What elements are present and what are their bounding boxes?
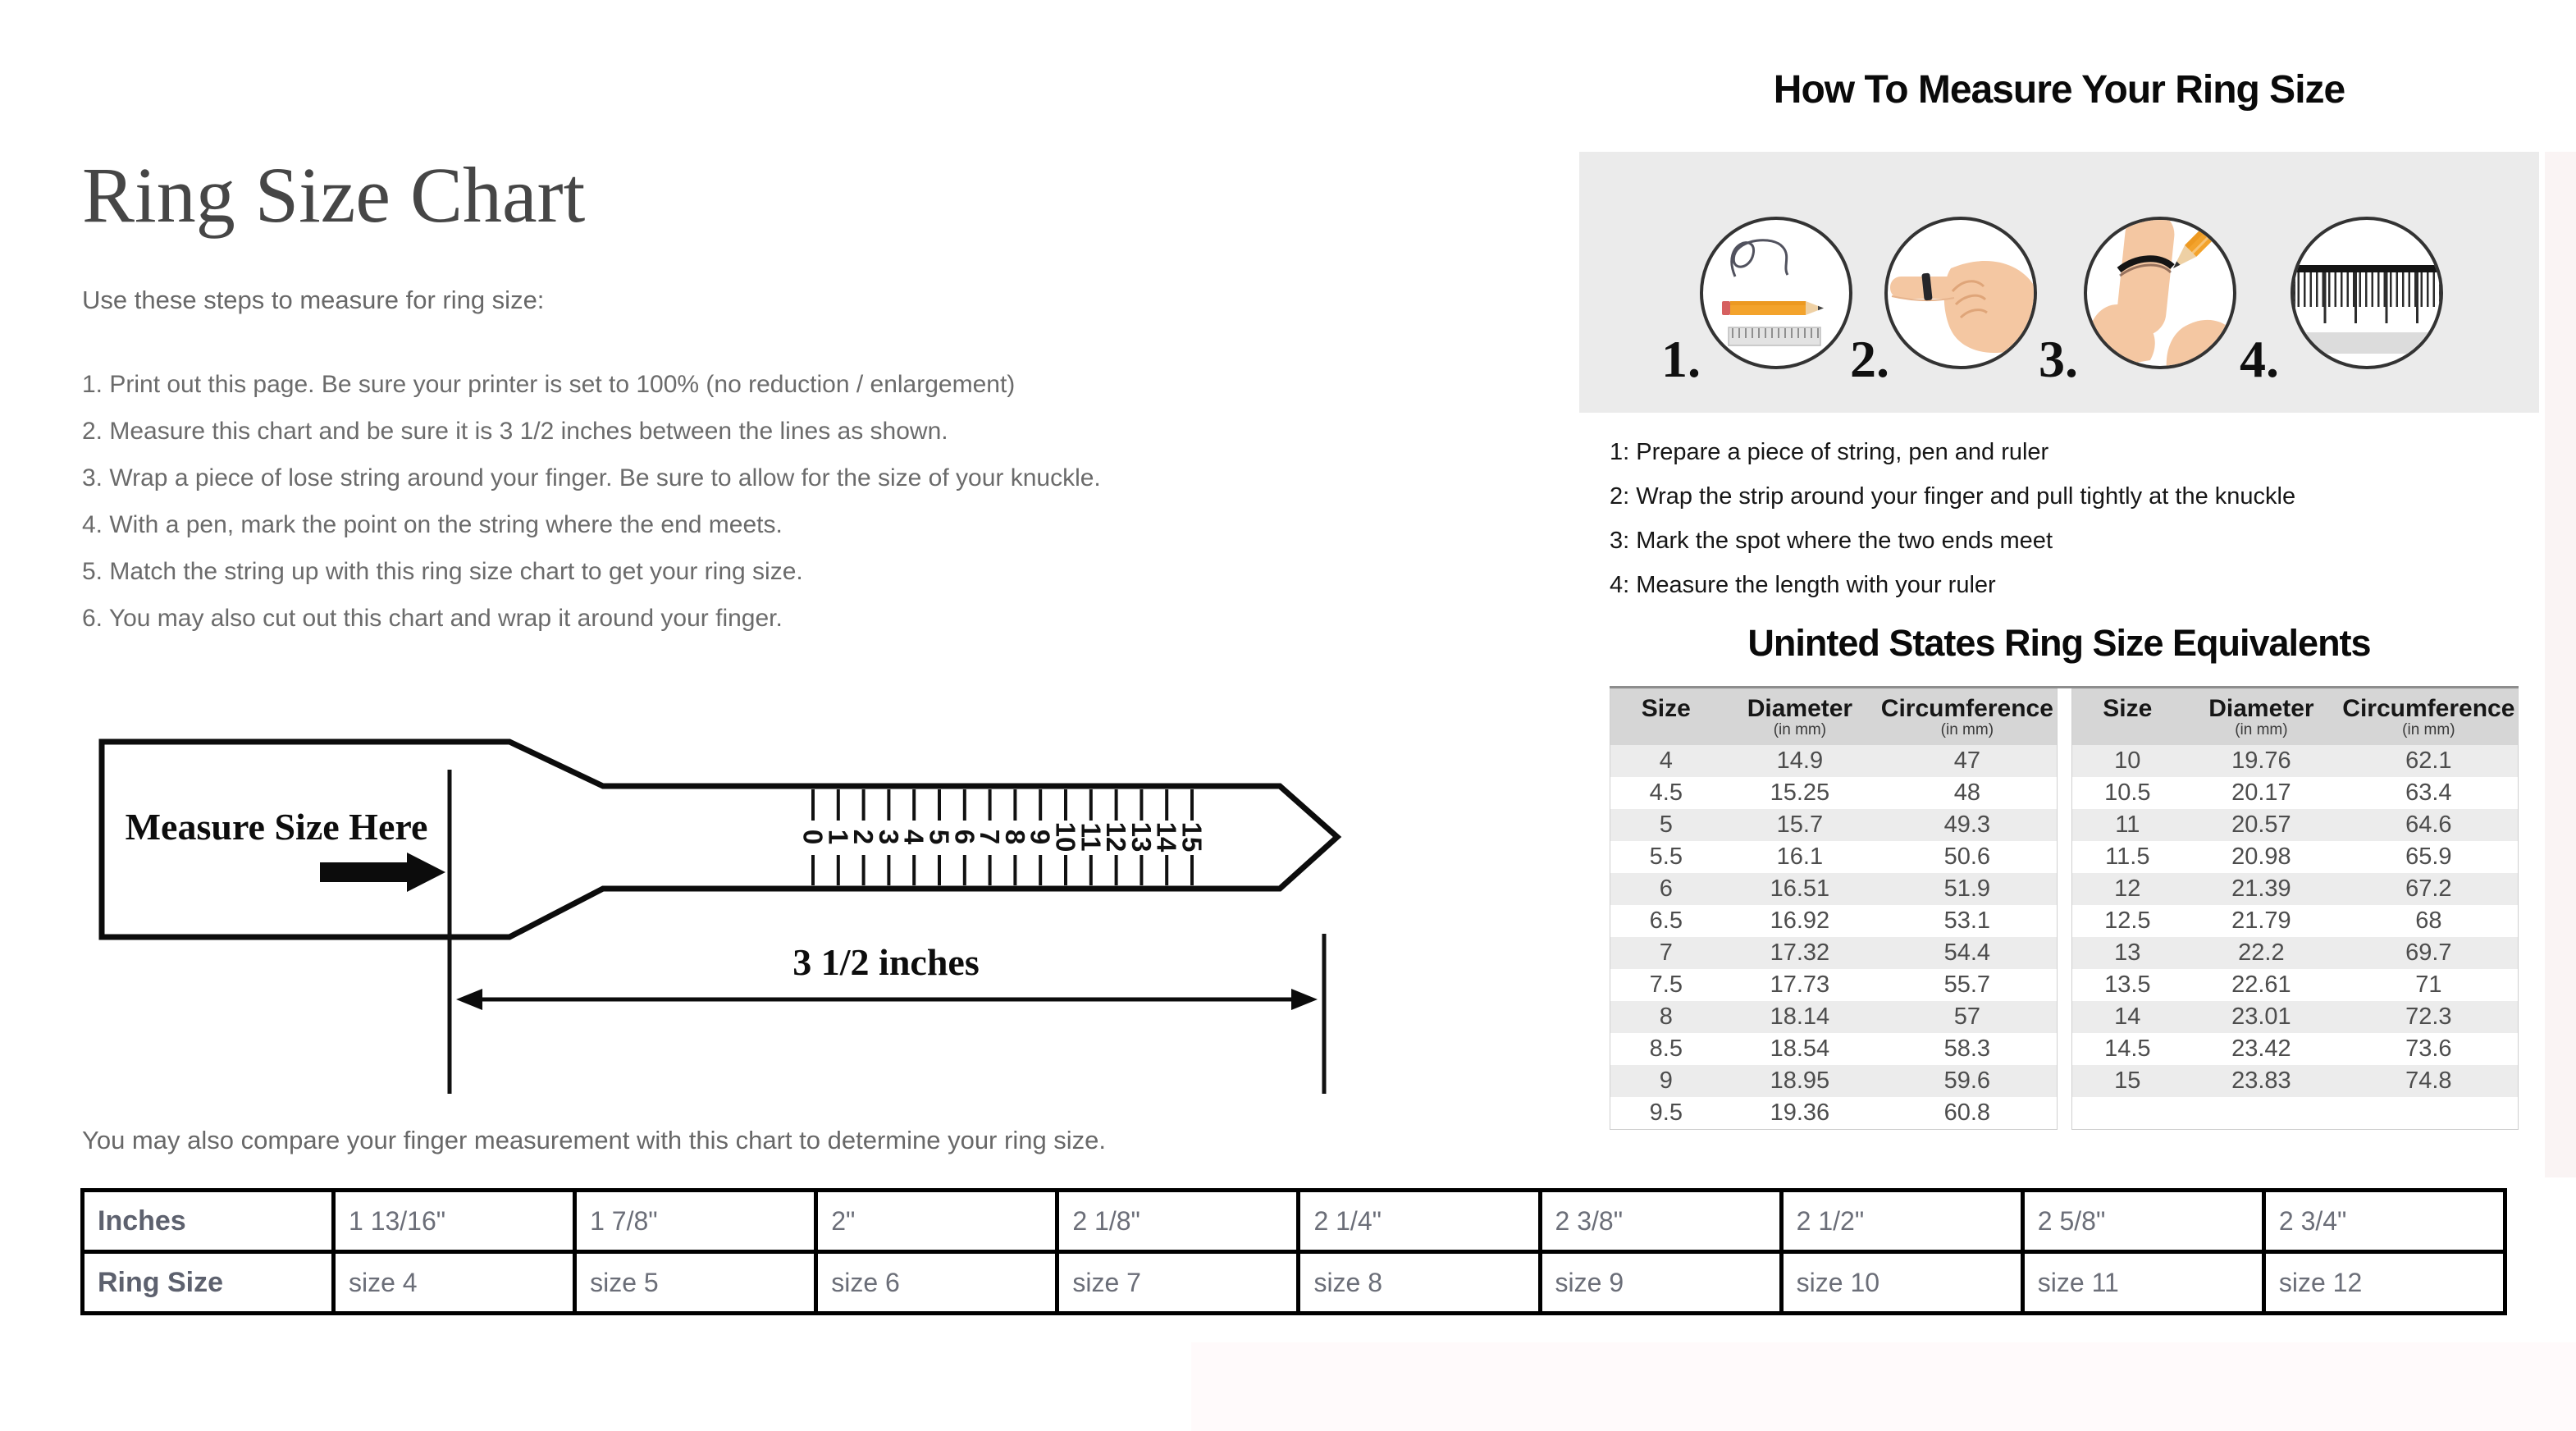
size-cell: 48 [1953, 779, 1980, 806]
size-cell: 18.95 [1770, 1067, 1830, 1094]
size-cell: 18.14 [1770, 1003, 1830, 1030]
conversion-cell: size 11 [2022, 1252, 2263, 1314]
size-cell: 7 [1659, 939, 1673, 966]
size-cell: 59.6 [1943, 1067, 1991, 1094]
size-row [1610, 1097, 2058, 1130]
conversion-cell: 2 1/4" [1299, 1191, 1540, 1252]
size-cell: 9 [1659, 1067, 1673, 1094]
size-cell: 23.42 [2231, 1035, 2291, 1062]
size-cell: 64.6 [2405, 811, 2452, 838]
size-row [1610, 777, 2058, 809]
size-cell: 23.01 [2231, 1003, 2291, 1030]
measure-ruler-icon [2289, 215, 2445, 371]
conversion-cell: size 5 [575, 1252, 816, 1314]
ruler-number: 1 [823, 829, 854, 845]
ruler-number: 9 [1025, 829, 1056, 845]
ruler-number: 5 [924, 829, 955, 845]
size-cell: 18.54 [1770, 1035, 1830, 1062]
inches-row-header: Inches [83, 1191, 334, 1252]
size-cell: 50.6 [1943, 843, 1991, 870]
size-cell: 14.5 [2104, 1035, 2151, 1062]
page-title: Ring Size Chart [82, 151, 586, 239]
size-row [2071, 809, 2519, 841]
conversion-cell: 2 3/8" [1540, 1191, 1781, 1252]
size-cell: 11 [2115, 811, 2140, 838]
size-cell: 17.32 [1770, 939, 1830, 966]
size-cell: 4.5 [1649, 779, 1683, 806]
conversion-cell: 2" [816, 1191, 1057, 1252]
conversion-cell: 1 13/16" [334, 1191, 575, 1252]
ring-size-row [83, 1252, 2505, 1314]
size-row [2071, 841, 2519, 873]
us-size-table-right [2071, 688, 2519, 1130]
step-number-4: 4. [2240, 330, 2279, 388]
string-on-finger-icon [1883, 215, 2039, 371]
step-number-3: 3. [2039, 330, 2078, 388]
conversion-cell: 2 1/2" [1781, 1191, 2022, 1252]
size-cell: 7.5 [1649, 971, 1683, 998]
conversion-cell: size 6 [816, 1252, 1057, 1314]
size-cell: 6 [1659, 875, 1673, 902]
size-cell: 62.1 [2405, 747, 2452, 774]
measure-step: 2: Wrap the strip around your finger and pull tightly at the knuckle [1610, 483, 2296, 510]
size-cell: 10.5 [2104, 779, 2151, 806]
col-header-circumference: Circumference (in mm) [2340, 689, 2519, 745]
size-cell: 60.8 [1943, 1099, 1991, 1126]
size-cell: 8 [1659, 1003, 1673, 1030]
size-row [1610, 905, 2058, 937]
measure-step: 3: Mark the spot where the two ends meet [1610, 528, 2053, 554]
size-cell [2071, 1097, 2183, 1130]
size-cell: 15 [2114, 1067, 2141, 1094]
col-header-circumference: Circumference (in mm) [1878, 689, 2057, 745]
conversion-cell: size 10 [1781, 1252, 2022, 1314]
width-label: 3 1/2 inches [792, 941, 980, 983]
size-cell: 23.83 [2231, 1067, 2291, 1094]
size-cell: 49.3 [1943, 811, 1991, 838]
size-cell: 22.61 [2231, 971, 2291, 998]
conversion-cell: 2 1/8" [1057, 1191, 1299, 1252]
measure-step: 1: Prepare a piece of string, pen and ruler [1610, 439, 2049, 465]
size-cell: 72.3 [2405, 1003, 2452, 1030]
ruler-number: 12 [1101, 821, 1132, 853]
size-cell: 65.9 [2405, 843, 2452, 870]
conversion-cell: 2 5/8" [2022, 1191, 2263, 1252]
size-cell: 54.4 [1943, 939, 1991, 966]
measure-size-label: Measure Size Here [125, 806, 428, 848]
size-row [1610, 1033, 2058, 1065]
size-cell: 16.92 [1770, 907, 1830, 934]
size-cell: 68 [2415, 907, 2442, 934]
size-row [1610, 969, 2058, 1001]
ruler-number: 14 [1151, 821, 1182, 853]
howto-steps [1610, 430, 2295, 607]
conversion-cell: size 8 [1299, 1252, 1540, 1314]
ruler-number: 13 [1126, 821, 1157, 853]
size-row [2071, 777, 2519, 809]
col-header-diameter: Diameter (in mm) [1722, 689, 1879, 745]
size-row [1610, 873, 2058, 905]
conversion-cell: size 7 [1057, 1252, 1299, 1314]
size-cell: 13.5 [2104, 971, 2151, 998]
size-cell: 9.5 [1649, 1099, 1683, 1126]
size-row [2071, 1065, 2519, 1097]
size-cell: 5.5 [1649, 843, 1683, 870]
size-cell: 73.6 [2405, 1035, 2452, 1062]
instruction-steps [82, 361, 1101, 642]
ruler-number: 11 [1076, 822, 1107, 852]
size-cell: 14 [2114, 1003, 2141, 1030]
size-cell: 51.9 [1943, 875, 1991, 902]
string-pen-ruler-icon [1698, 215, 1854, 371]
conversion-cell: size 4 [334, 1252, 575, 1314]
size-row [1610, 937, 2058, 969]
size-cell: 15.7 [1776, 811, 1824, 838]
size-cell: 16.1 [1776, 843, 1824, 870]
instruction-step: 2. Measure this chart and be sure it is 3 1/2 inches between the lines as shown. [82, 418, 948, 445]
size-cell: 5 [1659, 811, 1673, 838]
size-cell: 47 [1953, 747, 1980, 774]
us-size-tables [1610, 686, 2519, 1130]
size-cell: 15.25 [1770, 779, 1830, 806]
ruler-number: 10 [1050, 821, 1081, 853]
instruction-step: 5. Match the string up with this ring size chart to get your ring size. [82, 558, 803, 585]
size-cell: 67.2 [2405, 875, 2452, 902]
size-cell: 11.5 [2105, 843, 2150, 870]
col-header-size: Size [1610, 689, 1722, 745]
instruction-step: 4. With a pen, mark the point on the string where the end meets. [82, 511, 783, 538]
size-row [1610, 841, 2058, 873]
us-equivalents-title: Uninted States Ring Size Equivalents [1747, 622, 2371, 664]
size-cell: 21.39 [2231, 875, 2291, 902]
size-cell: 74.8 [2405, 1067, 2452, 1094]
size-cell: 20.17 [2231, 779, 2291, 806]
intro-text: Use these steps to measure for ring size: [82, 286, 545, 314]
size-cell: 69.7 [2405, 939, 2452, 966]
size-conversion-table [80, 1188, 2507, 1315]
inches-row [83, 1191, 2505, 1252]
instruction-step: 6. You may also cut out this chart and wrap it around your finger. [82, 605, 783, 632]
size-cell: 21.79 [2231, 907, 2291, 934]
size-cell: 10 [2114, 747, 2141, 774]
col-header-size: Size [2071, 689, 2183, 745]
size-cell: 53.1 [1943, 907, 1991, 934]
size-cell: 58.3 [1943, 1035, 1991, 1062]
size-row [2071, 1033, 2519, 1065]
size-row [2071, 969, 2519, 1001]
howto-icon-panel [1579, 152, 2539, 413]
ring-sizer-diagram [74, 729, 1354, 1108]
size-row [2071, 745, 2519, 777]
size-cell: 13 [2114, 939, 2141, 966]
size-cell: 19.76 [2231, 747, 2291, 774]
instruction-step: 3. Wrap a piece of lose string around your finger. Be sure to allow for the size of your knuckle. [82, 464, 1101, 491]
compare-note: You may also compare your finger measurement with this chart to determine your ring size. [82, 1126, 1107, 1154]
size-row [1610, 1065, 2058, 1097]
measure-step: 4: Measure the length with your ruler [1610, 572, 1996, 598]
size-cell [2340, 1097, 2519, 1130]
size-cell: 55.7 [1943, 971, 1991, 998]
size-cell: 4 [1659, 747, 1673, 774]
size-cell: 20.57 [2231, 811, 2291, 838]
ruler-number: 3 [873, 829, 904, 845]
size-cell: 19.36 [1770, 1099, 1830, 1126]
page-tint-strip-right [2545, 152, 2576, 1177]
size-cell: 22.2 [2238, 939, 2285, 966]
ruler-number: 6 [949, 829, 980, 845]
step-number-1: 1. [1661, 330, 1701, 388]
size-row [1610, 745, 2058, 777]
size-cell: 8.5 [1649, 1035, 1683, 1062]
size-cell [2183, 1097, 2340, 1130]
col-header-diameter: Diameter (in mm) [2183, 689, 2340, 745]
mark-string-ends-icon [2082, 215, 2238, 371]
size-row [2071, 873, 2519, 905]
ruler-number: 7 [975, 829, 1006, 845]
conversion-cell: size 12 [2263, 1252, 2505, 1314]
step-number-2: 2. [1850, 330, 1889, 388]
size-cell: 20.98 [2231, 843, 2291, 870]
conversion-cell: size 9 [1540, 1252, 1781, 1314]
size-cell: 71 [2415, 971, 2442, 998]
conversion-cell: 2 3/4" [2263, 1191, 2505, 1252]
size-row [1610, 1001, 2058, 1033]
instruction-step: 1. Print out this page. Be sure your printer is set to 100% (no reduction / enlargement) [82, 371, 1016, 398]
ruler-number: 0 [797, 829, 829, 845]
ruler-number: 8 [999, 829, 1030, 845]
size-row [1610, 809, 2058, 841]
size-cell: 14.9 [1776, 747, 1824, 774]
size-cell: 12 [2114, 875, 2141, 902]
size-cell: 12.5 [2104, 907, 2151, 934]
howto-title: How To Measure Your Ring Size [1773, 68, 2345, 112]
size-row [2071, 1001, 2519, 1033]
size-cell: 63.4 [2405, 779, 2452, 806]
ring-size-row-header: Ring Size [83, 1252, 334, 1314]
ruler-number: 15 [1176, 821, 1208, 853]
ruler-number: 2 [848, 829, 879, 845]
page-tint-strip-bottom [1191, 1342, 2576, 1431]
ruler-number: 4 [898, 829, 929, 845]
size-row [2071, 937, 2519, 969]
us-size-table-left [1610, 688, 2058, 1130]
size-cell: 16.51 [1770, 875, 1830, 902]
size-cell: 6.5 [1649, 907, 1683, 934]
size-row [2071, 1097, 2519, 1130]
size-cell: 17.73 [1770, 971, 1830, 998]
conversion-cell: 1 7/8" [575, 1191, 816, 1252]
size-cell: 57 [1953, 1003, 1980, 1030]
size-row [2071, 905, 2519, 937]
width-dimension-arrow [456, 989, 1318, 1010]
